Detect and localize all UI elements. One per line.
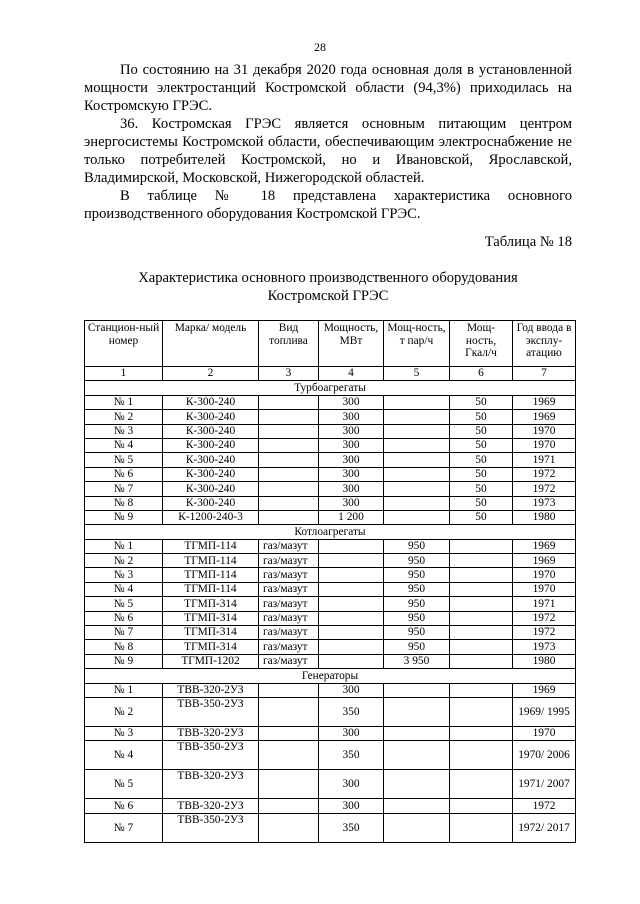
fuel-cell [259, 726, 319, 740]
steam-cell: 950 [384, 626, 450, 640]
table-title [84, 269, 572, 305]
model-cell: К-300-240 [163, 467, 259, 481]
header-fuel: Вид топлива [259, 321, 319, 367]
year-cell: 1980 [513, 510, 576, 524]
station-number-cell: № 5 [85, 770, 163, 799]
station-number-cell: № 4 [85, 438, 163, 452]
power-cell: 300 [319, 453, 384, 467]
fuel-cell [259, 799, 319, 813]
paragraph-3: В таблице № 18 представлена характеристика основного производственного оборудования Костромской ГРЭС. [84, 188, 572, 222]
year-cell: 1972 [513, 626, 576, 640]
model-cell: ТГМП-314 [163, 611, 259, 625]
steam-cell: 950 [384, 568, 450, 582]
heat-cell: 50 [450, 453, 513, 467]
power-cell: 300 [319, 438, 384, 452]
model-cell: ТГМП-1202 [163, 654, 259, 668]
model-cell: ТВВ-320-2УЗ [163, 726, 259, 740]
model-cell: ТГМП-114 [163, 554, 259, 568]
year-cell: 1969 [513, 683, 576, 697]
year-cell: 1970 [513, 726, 576, 740]
year-cell: 1969 [513, 554, 576, 568]
year-cell: 1972 [513, 799, 576, 813]
table-row [85, 568, 576, 582]
header-power-mw: Мощность, МВт [319, 321, 384, 367]
steam-cell [384, 410, 450, 424]
model-cell: ТВВ-320-2УЗ [163, 799, 259, 813]
power-cell: 350 [319, 697, 384, 726]
fuel-cell [259, 395, 319, 409]
steam-cell: 950 [384, 611, 450, 625]
power-cell: 300 [319, 770, 384, 799]
fuel-cell: газ/мазут [259, 654, 319, 668]
heat-cell [450, 726, 513, 740]
model-cell: К-300-240 [163, 424, 259, 438]
power-cell [319, 611, 384, 625]
steam-cell [384, 482, 450, 496]
table-row [85, 554, 576, 568]
steam-cell [384, 467, 450, 481]
section-row [85, 669, 576, 683]
table-row [85, 482, 576, 496]
table-body [85, 381, 576, 842]
model-cell: К-1200-240-3 [163, 510, 259, 524]
table-row [85, 611, 576, 625]
fuel-cell [259, 467, 319, 481]
fuel-cell [259, 770, 319, 799]
table-header-row [85, 321, 576, 367]
table-title-line-2: Костромской ГРЭС [267, 288, 389, 304]
steam-cell [384, 453, 450, 467]
year-cell: 1971 [513, 597, 576, 611]
header-model: Марка/ модель [163, 321, 259, 367]
steam-cell [384, 496, 450, 510]
year-cell: 1969/ 1995 [513, 697, 576, 726]
table-row [85, 395, 576, 409]
power-cell: 300 [319, 410, 384, 424]
steam-cell [384, 726, 450, 740]
power-cell [319, 640, 384, 654]
table-row [85, 453, 576, 467]
fuel-cell: газ/мазут [259, 597, 319, 611]
table-title-line-1: Характеристика основного производственного оборудования [138, 270, 518, 286]
steam-cell: 950 [384, 640, 450, 654]
fuel-cell: газ/мазут [259, 568, 319, 582]
table-row [85, 640, 576, 654]
fuel-cell [259, 510, 319, 524]
fuel-cell: газ/мазут [259, 554, 319, 568]
model-cell: ТГМП-114 [163, 568, 259, 582]
model-cell: ТГМП-314 [163, 640, 259, 654]
heat-cell [450, 654, 513, 668]
steam-cell [384, 799, 450, 813]
heat-cell [450, 799, 513, 813]
fuel-cell: газ/мазут [259, 611, 319, 625]
column-number: 1 [85, 367, 163, 381]
fuel-cell [259, 496, 319, 510]
model-cell: ТВВ-320-2УЗ [163, 770, 259, 799]
station-number-cell: № 5 [85, 597, 163, 611]
steam-cell: 950 [384, 597, 450, 611]
steam-cell: 950 [384, 539, 450, 553]
power-cell: 300 [319, 467, 384, 481]
station-number-cell: № 3 [85, 424, 163, 438]
model-cell: К-300-240 [163, 482, 259, 496]
year-cell: 1969 [513, 410, 576, 424]
column-number: 7 [513, 367, 576, 381]
heat-cell: 50 [450, 410, 513, 424]
steam-cell: 950 [384, 554, 450, 568]
column-number: 5 [384, 367, 450, 381]
model-cell: ТВВ-350-2УЗ [163, 741, 259, 770]
power-cell: 300 [319, 683, 384, 697]
year-cell: 1970 [513, 438, 576, 452]
year-cell: 1972 [513, 482, 576, 496]
table-row [85, 654, 576, 668]
station-number-cell: № 1 [85, 683, 163, 697]
year-cell: 1971 [513, 453, 576, 467]
steam-cell [384, 813, 450, 842]
table-row [85, 582, 576, 596]
power-cell: 300 [319, 424, 384, 438]
heat-cell: 50 [450, 482, 513, 496]
power-cell: 1 200 [319, 510, 384, 524]
station-number-cell: № 3 [85, 726, 163, 740]
heat-cell: 50 [450, 510, 513, 524]
heat-cell: 50 [450, 395, 513, 409]
fuel-cell [259, 438, 319, 452]
model-cell: ТГМП-314 [163, 597, 259, 611]
section-row [85, 381, 576, 395]
model-cell: ТГМП-114 [163, 539, 259, 553]
fuel-cell [259, 424, 319, 438]
model-cell: ТГМП-314 [163, 626, 259, 640]
station-number-cell: № 8 [85, 496, 163, 510]
heat-cell [450, 813, 513, 842]
fuel-cell: газ/мазут [259, 626, 319, 640]
column-number: 4 [319, 367, 384, 381]
year-cell: 1980 [513, 654, 576, 668]
station-number-cell: № 1 [85, 539, 163, 553]
heat-cell: 50 [450, 496, 513, 510]
table-label: Таблица № 18 [484, 234, 572, 250]
station-number-cell: № 5 [85, 453, 163, 467]
year-cell: 1969 [513, 395, 576, 409]
model-cell: К-300-240 [163, 410, 259, 424]
section-row [85, 525, 576, 539]
station-number-cell: № 7 [85, 626, 163, 640]
table-row [85, 410, 576, 424]
paragraph-1: По состоянию на 31 декабря 2020 года основная доля в установленной мощности электростанций Костромской области (94,3%) приходилась на Костромскую ГРЭС. [84, 62, 572, 114]
power-cell: 300 [319, 395, 384, 409]
column-number: 2 [163, 367, 259, 381]
station-number-cell: № 2 [85, 410, 163, 424]
fuel-cell [259, 683, 319, 697]
steam-cell [384, 770, 450, 799]
header-commission-year: Год ввода в эксплу-атацию [513, 321, 576, 367]
section-title: Турбоагрегаты [85, 381, 576, 395]
model-cell: ТВВ-350-2УЗ [163, 813, 259, 842]
heat-cell [450, 568, 513, 582]
table-row [85, 799, 576, 813]
heat-cell: 50 [450, 424, 513, 438]
station-number-cell: № 6 [85, 611, 163, 625]
station-number-cell: № 7 [85, 482, 163, 496]
table-row [85, 467, 576, 481]
fuel-cell [259, 813, 319, 842]
power-cell [319, 539, 384, 553]
fuel-cell [259, 453, 319, 467]
steam-cell [384, 395, 450, 409]
heat-cell [450, 640, 513, 654]
power-cell [319, 626, 384, 640]
section-title: Котлоагрегаты [85, 525, 576, 539]
fuel-cell: газ/мазут [259, 582, 319, 596]
model-cell: К-300-240 [163, 395, 259, 409]
year-cell: 1970 [513, 424, 576, 438]
table-row [85, 510, 576, 524]
model-cell: ТГМП-114 [163, 582, 259, 596]
steam-cell [384, 683, 450, 697]
station-number-cell: № 7 [85, 813, 163, 842]
table-row [85, 726, 576, 740]
steam-cell [384, 438, 450, 452]
fuel-cell [259, 410, 319, 424]
station-number-cell: № 8 [85, 640, 163, 654]
table-row [85, 626, 576, 640]
heat-cell: 50 [450, 467, 513, 481]
power-cell: 300 [319, 482, 384, 496]
year-cell: 1972 [513, 611, 576, 625]
power-cell: 300 [319, 726, 384, 740]
section-title: Генераторы [85, 669, 576, 683]
year-cell: 1969 [513, 539, 576, 553]
body-text [84, 61, 572, 223]
heat-cell: 50 [450, 438, 513, 452]
heat-cell [450, 611, 513, 625]
heat-cell [450, 683, 513, 697]
table-row [85, 697, 576, 726]
station-number-cell: № 9 [85, 510, 163, 524]
station-number-cell: № 6 [85, 467, 163, 481]
power-cell [319, 654, 384, 668]
fuel-cell [259, 741, 319, 770]
model-cell: К-300-240 [163, 453, 259, 467]
table-row [85, 683, 576, 697]
year-cell: 1972/ 2017 [513, 813, 576, 842]
steam-cell [384, 697, 450, 726]
steam-cell: 3 950 [384, 654, 450, 668]
power-cell: 300 [319, 496, 384, 510]
equipment-table [84, 320, 576, 843]
power-cell: 350 [319, 741, 384, 770]
steam-cell [384, 741, 450, 770]
table-row [85, 741, 576, 770]
paragraph-2: 36. Костромская ГРЭС является основным питающим центром энергосистемы Костромской области, обеспечивающим электроснабжение не только потребителей Костромской, но и Ивановской, Ярославской, Владимирской, Московской, Нижегородской областей. [84, 116, 572, 186]
header-station-number: Станцион-ный номер [85, 321, 163, 367]
model-cell: ТВВ-320-2УЗ [163, 683, 259, 697]
fuel-cell [259, 482, 319, 496]
table-row [85, 496, 576, 510]
heat-cell [450, 626, 513, 640]
column-number: 6 [450, 367, 513, 381]
heat-cell [450, 770, 513, 799]
year-cell: 1971/ 2007 [513, 770, 576, 799]
heat-cell [450, 597, 513, 611]
heat-cell [450, 554, 513, 568]
year-cell: 1973 [513, 496, 576, 510]
table-row [85, 813, 576, 842]
station-number-cell: № 4 [85, 741, 163, 770]
fuel-cell: газ/мазут [259, 640, 319, 654]
page-number: 28 [314, 40, 326, 54]
heat-cell [450, 539, 513, 553]
steam-cell [384, 424, 450, 438]
model-cell: ТВВ-350-2УЗ [163, 697, 259, 726]
station-number-cell: № 1 [85, 395, 163, 409]
power-cell [319, 597, 384, 611]
fuel-cell [259, 697, 319, 726]
column-number: 3 [259, 367, 319, 381]
power-cell: 300 [319, 799, 384, 813]
power-cell [319, 568, 384, 582]
header-steam-capacity: Мощ-ность, т пар/ч [384, 321, 450, 367]
heat-cell [450, 697, 513, 726]
power-cell: 350 [319, 813, 384, 842]
station-number-cell: № 2 [85, 697, 163, 726]
year-cell: 1970 [513, 582, 576, 596]
year-cell: 1970/ 2006 [513, 741, 576, 770]
station-number-cell: № 4 [85, 582, 163, 596]
steam-cell: 950 [384, 582, 450, 596]
model-cell: К-300-240 [163, 438, 259, 452]
power-cell [319, 554, 384, 568]
fuel-cell: газ/мазут [259, 539, 319, 553]
table-row [85, 770, 576, 799]
heat-cell [450, 741, 513, 770]
column-number-row [85, 367, 576, 381]
table-row [85, 539, 576, 553]
station-number-cell: № 3 [85, 568, 163, 582]
header-heat-capacity: Мощ-ность, Гкал/ч [450, 321, 513, 367]
table-row [85, 597, 576, 611]
steam-cell [384, 510, 450, 524]
table-row [85, 438, 576, 452]
year-cell: 1972 [513, 467, 576, 481]
year-cell: 1973 [513, 640, 576, 654]
station-number-cell: № 6 [85, 799, 163, 813]
table-row [85, 424, 576, 438]
station-number-cell: № 9 [85, 654, 163, 668]
model-cell: К-300-240 [163, 496, 259, 510]
power-cell [319, 582, 384, 596]
station-number-cell: № 2 [85, 554, 163, 568]
year-cell: 1970 [513, 568, 576, 582]
heat-cell [450, 582, 513, 596]
